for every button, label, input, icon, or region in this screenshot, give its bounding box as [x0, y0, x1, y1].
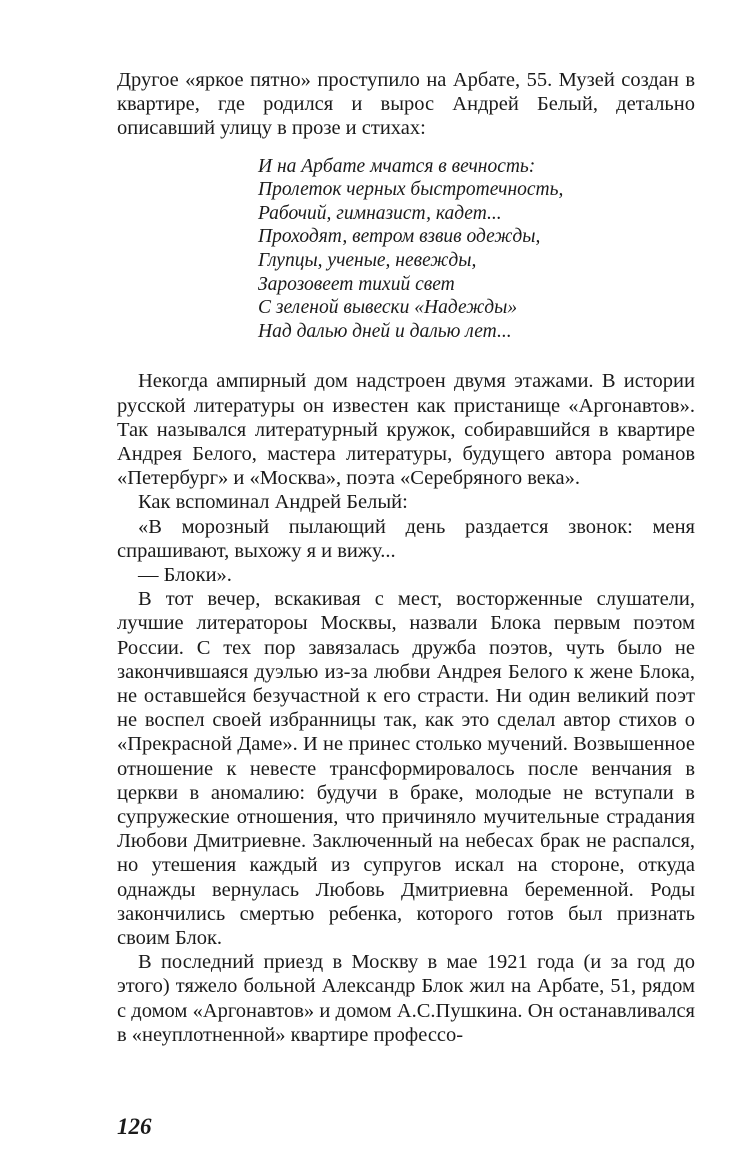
paragraph: В тот вечер, вскакивая с мест, восторженные слушатели, лучшие литератороы Москвы, назвали Блока первым поэтом России. С тех пор завязалась дружба поэтов, чуть было не закончившаяся дуэлью из-за любви Андрея Белого к жене Блока, не оставшейся безучастной к его страсти. Ни один великий поэт не воспел своей избранницы так, как это сделал автор стихов о «Прекрасной Даме». И не принес столько мучений. Возвышенное отношение к невесте трансформировалось после венчания в церкви в аномалию: будучи в браке, молодые не вступали в супружеские отношения, что причиняло мучительные страдания Любови Дмитриевне. Заключенный на небесах брак не распался, но утешения каждый из супругов искал на стороне, откуда однажды вернулась Любовь Дмитриевна беременной. Роды закончились смертью ребенка, которого готов был признать своим Блок. — [117, 588, 695, 950]
paragraph: Некогда ампирный дом надстроен двумя этажами. В истории русской литературы он известен как пристанище «Аргонавтов». Так назывался литературный кружок, собиравшийся в квартире Андрея Белого, мастера литературы, будущего автора романов «Петербург» и «Москва», поэта «Серебряного века». — [117, 370, 695, 490]
poem-line: С зеленой вывески «Надежды» — [258, 297, 518, 319]
poem-line: Над далью дней и далью лет... — [258, 320, 512, 342]
page-content — [117, 68, 695, 1047]
poem-line: Глупцы, ученые, невежды, — [258, 249, 477, 271]
paragraph: «В морозный пылающий день раздается звонок: меня спрашивают, выхожу я и вижу... — [117, 515, 695, 562]
poem-line: Зарозовеет тихий свет — [258, 273, 455, 295]
poem-line: И на Арбате мчатся в вечность: — [258, 155, 536, 177]
page-number: 126 — [117, 1114, 152, 1139]
poem-block — [258, 155, 695, 344]
body-text — [117, 369, 695, 1047]
intro-paragraph: Другое «яркое пятно» проступило на Арбате, 55. Музей создан в квартире, где родился и вырос Андрей Белый, детально описавший улицу в прозе и стихах: — [117, 69, 695, 140]
paragraph: Как вспоминал Андрей Белый: — [138, 491, 408, 514]
paragraph: — Блоки». — [138, 563, 232, 586]
poem-line: Рабочий, гимназист, кадет... — [258, 202, 502, 224]
poem-line: Проходят, ветром взвив одежды, — [258, 226, 541, 248]
poem-line: Пролеток черных быстротечность, — [258, 179, 564, 201]
paragraph: В последний приезд в Москву в мае 1921 года (и за год до этого) тяжело больной Александр Блок жил на Арбате, 51, рядом с домом «Аргонавтов» и домом А.С.Пушкина. Он останавливался в «неуплотненной» квартире профессо- — [117, 951, 695, 1046]
